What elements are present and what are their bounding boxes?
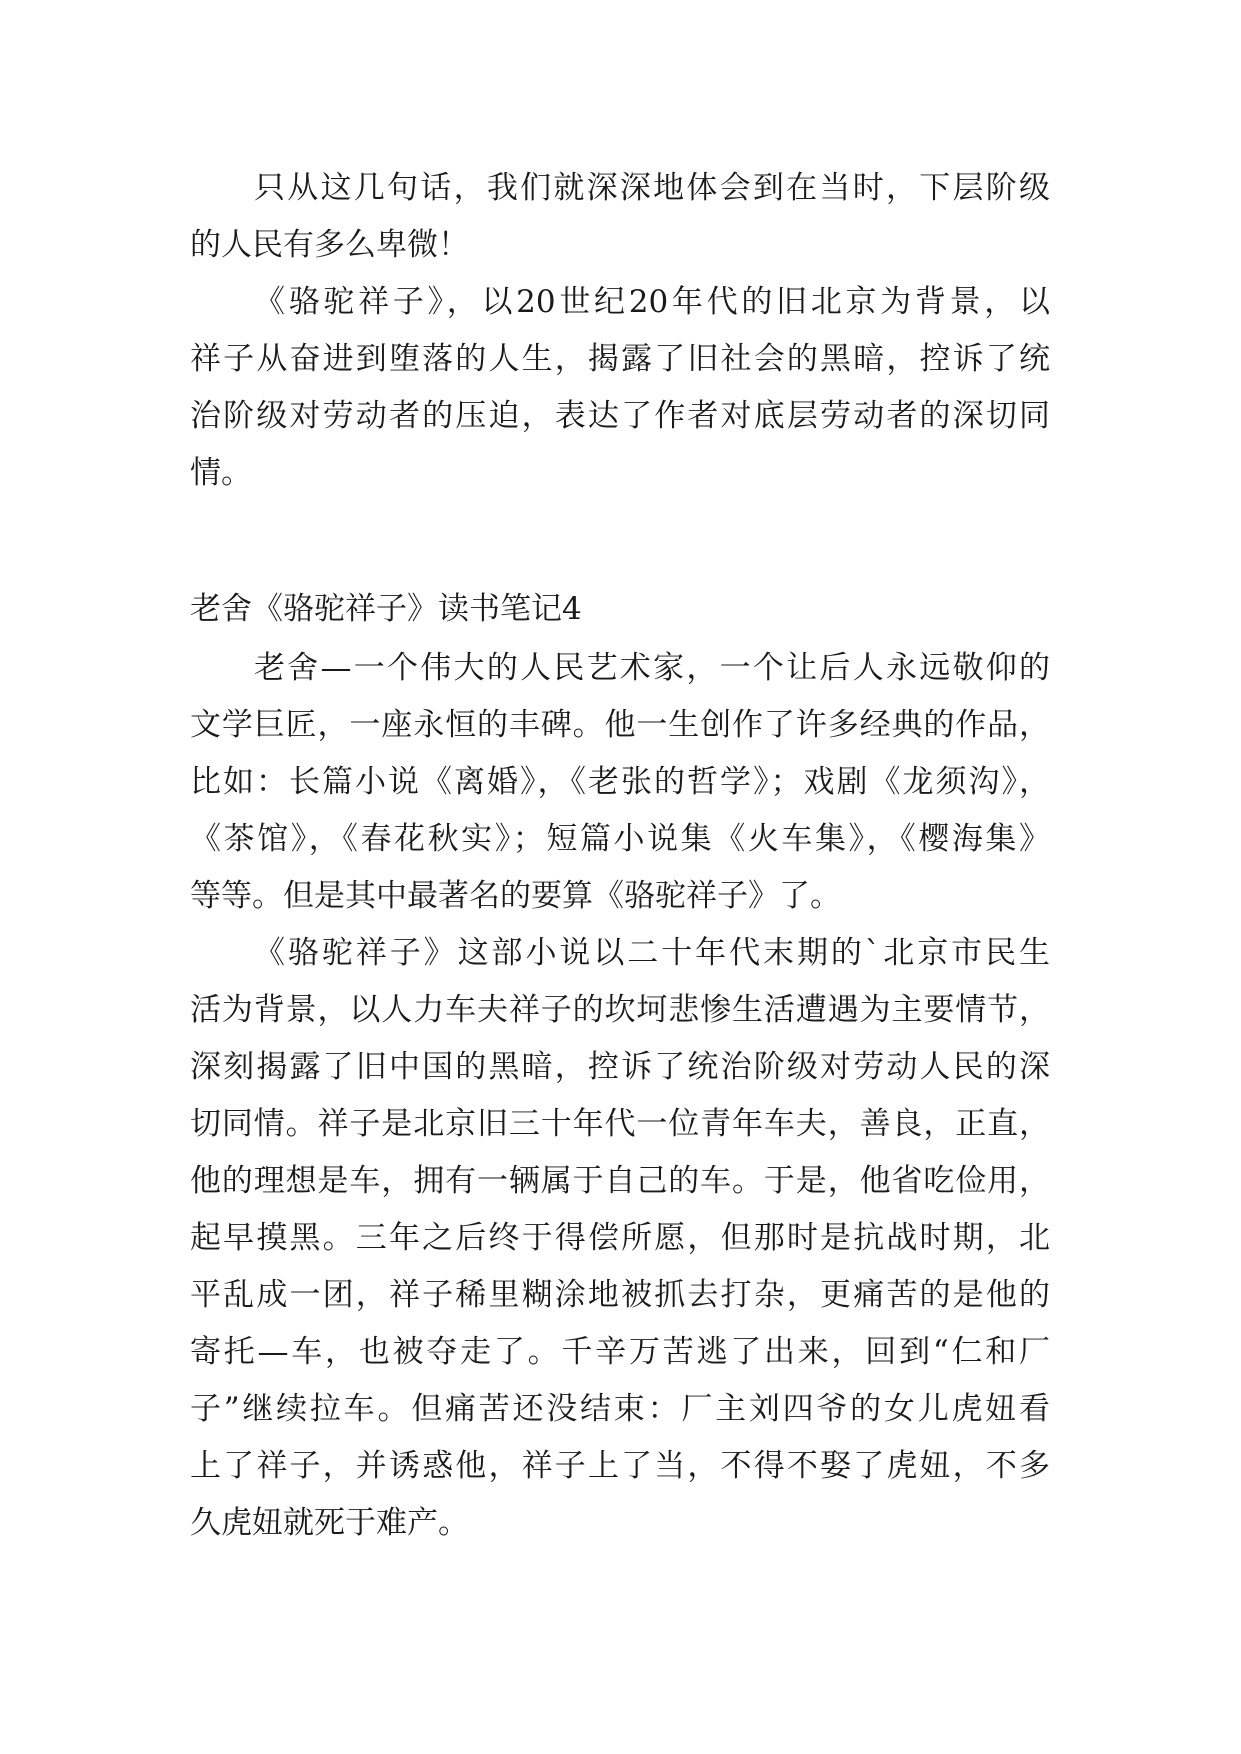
text-line: 子”继续拉车。但痛苦还没结束：厂主刘四爷的女儿虎妞看 xyxy=(190,1391,1050,1427)
text-line: 祥子从奋进到堕落的人生，揭露了旧社会的黑暗，控诉了统 xyxy=(190,341,1050,377)
text-line: 切同情。祥子是北京旧三十年代一位青年车夫，善良，正直， xyxy=(190,1106,1050,1142)
text-line: 上了祥子，并诱惑他，祥子上了当，不得不娶了虎妞，不多 xyxy=(190,1448,1050,1484)
text-line: 久虎妞就死于难产。 xyxy=(190,1505,469,1541)
paragraph xyxy=(190,160,1050,274)
text-line: 老舍—一个伟大的人民艺术家，一个让后人永远敬仰的 xyxy=(254,650,1050,686)
text-line: 情。 xyxy=(190,455,252,491)
text-line: 活为背景，以人力车夫祥子的坎坷悲惨生活遭遇为主要情节， xyxy=(190,992,1050,1028)
text-line: 只从这几句话，我们就深深地体会到在当时，下层阶级 xyxy=(254,170,1050,206)
text-line: 他的理想是车，拥有一辆属于自己的车。于是，他省吃俭用， xyxy=(190,1163,1050,1199)
text-line: 寄托—车，也被夺走了。千辛万苦逃了出来，回到“仁和厂 xyxy=(190,1334,1050,1370)
text-line: 比如：长篇小说《离婚》，《老张的哲学》；戏剧《龙须沟》， xyxy=(190,764,1050,800)
paragraph xyxy=(190,925,1050,1552)
text-line: 《茶馆》，《春花秋实》；短篇小说集《火车集》，《樱海集》 xyxy=(190,821,1050,857)
paragraph xyxy=(190,274,1050,502)
section-title: 老舍《骆驼祥子》读书笔记4 xyxy=(190,591,582,627)
text-line: 的人民有多么卑微！ xyxy=(190,227,469,263)
paragraph xyxy=(190,640,1050,925)
text-line: 深刻揭露了旧中国的黑暗，控诉了统治阶级对劳动人民的深 xyxy=(190,1049,1050,1085)
text-line: 平乱成一团，祥子稀里糊涂地被抓去打杂，更痛苦的是他的 xyxy=(190,1277,1050,1313)
text-line: 治阶级对劳动者的压迫，表达了作者对底层劳动者的深切同 xyxy=(190,398,1050,434)
text-line: 等等。但是其中最著名的要算《骆驼祥子》了。 xyxy=(190,878,841,914)
text-line: 文学巨匠，一座永恒的丰碑。他一生创作了许多经典的作品， xyxy=(190,707,1050,743)
text-line: 《骆驼祥子》这部小说以二十年代末期的`北京市民生 xyxy=(254,935,1050,971)
text-line: 起早摸黑。三年之后终于得偿所愿，但那时是抗战时期，北 xyxy=(190,1220,1050,1256)
document-page xyxy=(190,160,1050,1552)
text-line: 《骆驼祥子》，以20世纪20年代的旧北京为背景，以 xyxy=(254,284,1050,320)
section-spacer xyxy=(190,502,1050,578)
